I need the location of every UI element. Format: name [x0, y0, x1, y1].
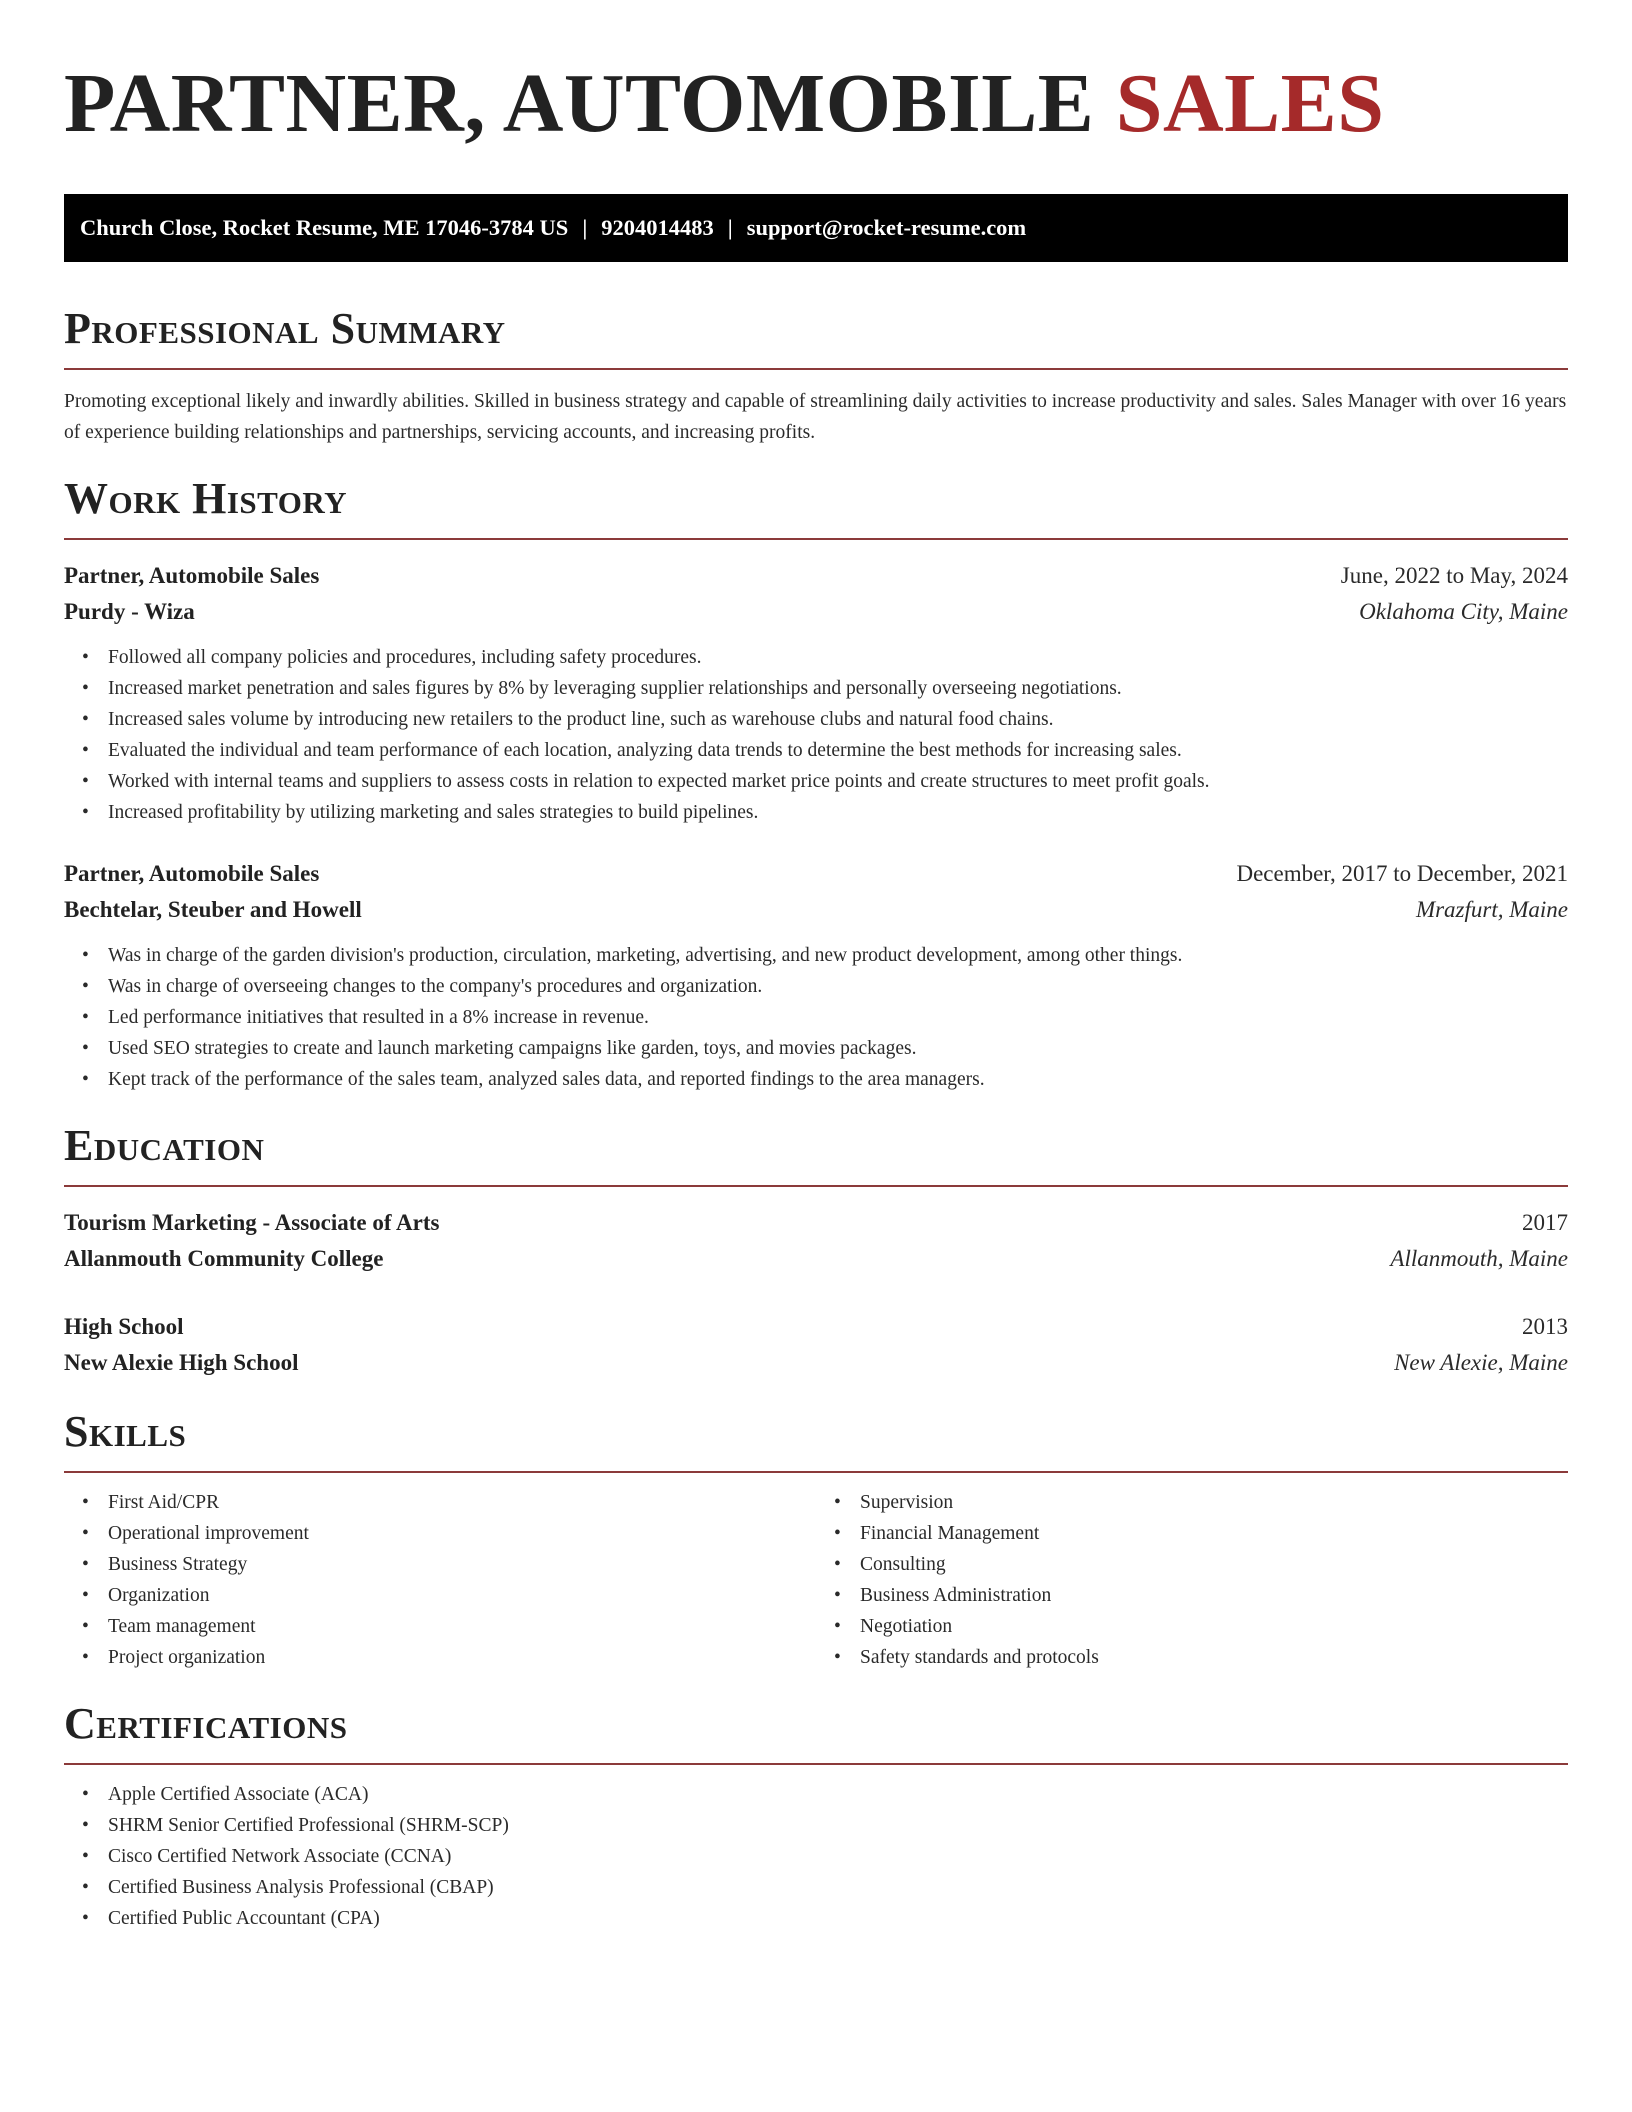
job-location: Mrazfurt, Maine	[1415, 897, 1568, 922]
job-bullets	[64, 940, 1568, 1095]
job-position: Partner, Automobile Sales	[64, 861, 320, 886]
skill-item: • Negotiation	[860, 1611, 1568, 1642]
skills-column-right	[816, 1487, 1568, 1673]
job-bullet: • Worked with internal teams and suppliers to assess costs in relation to expected market price points and create structures to meet profit goals.	[108, 766, 1568, 797]
skill-item: • Business Strategy	[108, 1549, 816, 1580]
job-dates: June, 2022 to May, 2024	[1340, 563, 1568, 588]
job-bullet: • Increased market penetration and sales figures by 8% by leveraging supplier relationships and personally overseeing negotiations.	[108, 673, 1568, 704]
job-company-row	[64, 594, 1568, 630]
job-entry	[64, 558, 1568, 828]
education-degree: Tourism Marketing - Associate of Arts	[64, 1210, 440, 1235]
skill-item: • Business Administration	[860, 1580, 1568, 1611]
job-bullet: • Was in charge of overseeing changes to the company's procedures and organization.	[108, 971, 1568, 1002]
certification-item: • Apple Certified Associate (ACA)	[108, 1779, 1568, 1810]
education-entry	[64, 1205, 1568, 1277]
education-entry	[64, 1309, 1568, 1381]
contact-bar	[64, 194, 1568, 262]
contact-address: Church Close, Rocket Resume, ME 17046-3784 US	[80, 215, 569, 240]
work-section	[64, 474, 1568, 1095]
skill-item: • Supervision	[860, 1487, 1568, 1518]
job-company-row	[64, 892, 1568, 928]
skill-item: • Operational improvement	[108, 1518, 816, 1549]
skills-grid	[64, 1487, 1568, 1673]
job-header-row	[64, 856, 1568, 892]
job-bullet: • Followed all company policies and procedures, including safety procedures.	[108, 642, 1568, 673]
name-main: PARTNER, AUTOMOBILE	[64, 57, 1095, 150]
job-company: Bechtelar, Steuber and Howell	[64, 897, 362, 922]
section-title-education: Education	[64, 1121, 1568, 1187]
job-dates: December, 2017 to December, 2021	[1236, 861, 1568, 886]
contact-separator: |	[582, 215, 588, 240]
education-section	[64, 1121, 1568, 1381]
skill-item: • Team management	[108, 1611, 816, 1642]
job-entry	[64, 856, 1568, 1095]
education-school: New Alexie High School	[64, 1350, 299, 1375]
education-school-row	[64, 1345, 1568, 1381]
skill-item: • Financial Management	[860, 1518, 1568, 1549]
education-location: New Alexie, Maine	[1394, 1350, 1568, 1375]
job-bullets	[64, 642, 1568, 828]
job-company: Purdy - Wiza	[64, 599, 195, 624]
job-bullet: • Increased profitability by utilizing marketing and sales strategies to build pipelines.	[108, 797, 1568, 828]
contact-separator: |	[727, 215, 733, 240]
education-year: 2013	[1522, 1314, 1568, 1339]
name-accent: SALES	[1115, 57, 1385, 150]
education-location: Allanmouth, Maine	[1390, 1246, 1568, 1271]
education-school: Allanmouth Community College	[64, 1246, 384, 1271]
skills-column-left	[64, 1487, 816, 1673]
skill-item: • Project organization	[108, 1642, 816, 1673]
summary-section	[64, 304, 1568, 448]
contact-email: support@rocket-resume.com	[746, 215, 1027, 240]
certification-item: • Cisco Certified Network Associate (CCNA)	[108, 1841, 1568, 1872]
resume-name	[64, 58, 1568, 150]
education-degree-row	[64, 1205, 1568, 1241]
skill-item: • Organization	[108, 1580, 816, 1611]
job-bullet: • Led performance initiatives that resulted in a 8% increase in revenue.	[108, 1002, 1568, 1033]
education-school-row	[64, 1241, 1568, 1277]
contact-phone: 9204014483	[601, 215, 714, 240]
job-header-row	[64, 558, 1568, 594]
education-degree: High School	[64, 1314, 184, 1339]
job-position: Partner, Automobile Sales	[64, 563, 320, 588]
skill-item: • Safety standards and protocols	[860, 1642, 1568, 1673]
skill-item: • Consulting	[860, 1549, 1568, 1580]
job-location: Oklahoma City, Maine	[1359, 599, 1568, 624]
job-bullet: • Increased sales volume by introducing new retailers to the product line, such as warehouse clubs and natural food chains.	[108, 704, 1568, 735]
skills-section	[64, 1407, 1568, 1673]
section-title-summary: Professional Summary	[64, 304, 1568, 370]
certification-item: • SHRM Senior Certified Professional (SHRM-SCP)	[108, 1810, 1568, 1841]
job-bullet: • Used SEO strategies to create and launch marketing campaigns like garden, toys, and movies packages.	[108, 1033, 1568, 1064]
education-degree-row	[64, 1309, 1568, 1345]
job-bullet: • Evaluated the individual and team performance of each location, analyzing data trends to determine the best methods for increasing sales.	[108, 735, 1568, 766]
section-title-work: Work History	[64, 474, 1568, 540]
certifications-list	[64, 1779, 1568, 1934]
summary-text: Promoting exceptional likely and inwardly abilities. Skilled in business strategy and capable of streamlining daily activities to increase productivity and sales. Sales Manager with over 16 years of experience building relationships and partnerships, servicing accounts, and increasing profits.	[64, 391, 1567, 443]
section-title-certifications: Certifications	[64, 1699, 1568, 1765]
job-bullet: • Was in charge of the garden division's production, circulation, marketing, advertising, and new product development, among other things.	[108, 940, 1568, 971]
certifications-section	[64, 1699, 1568, 1934]
certification-item: • Certified Business Analysis Professional (CBAP)	[108, 1872, 1568, 1903]
section-title-skills: Skills	[64, 1407, 1568, 1473]
education-year: 2017	[1522, 1210, 1568, 1235]
job-bullet: • Kept track of the performance of the sales team, analyzed sales data, and reported findings to the area managers.	[108, 1064, 1568, 1095]
certification-item: • Certified Public Accountant (CPA)	[108, 1903, 1568, 1934]
skill-item: • First Aid/CPR	[108, 1487, 816, 1518]
